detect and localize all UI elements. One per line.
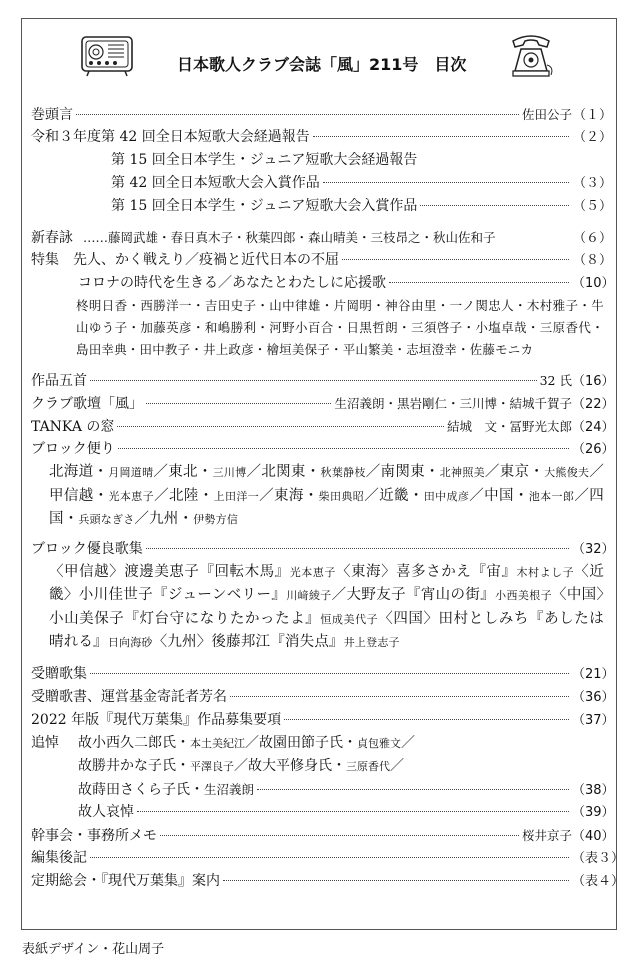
reviewer-name: 恒成美代子 bbox=[320, 612, 379, 626]
block-region: ／四国・ bbox=[49, 487, 604, 527]
tsuito-line[interactable] bbox=[31, 732, 612, 755]
reviewer-name: 光本恵子 bbox=[289, 565, 336, 579]
toc-entry-teiki[interactable]: 定期総会・『現代万葉集』案内 （表４） bbox=[31, 872, 625, 889]
toc-entry-tokushu[interactable]: 特集 先人、かく戦えり／疫禍と近代日本の不屈 （８） bbox=[31, 252, 612, 268]
block-region: ／甲信越・ bbox=[49, 464, 605, 504]
deceased-name: ／故園田節子氏・ bbox=[245, 734, 357, 751]
reviewer-name: 小西美根子 bbox=[495, 589, 552, 602]
toc-entry-kojin-aito[interactable]: 故人哀悼 （39） bbox=[78, 803, 615, 820]
mourner-name: 本土美紀江 bbox=[190, 736, 245, 750]
deceased-name: 故勝井かな子氏・ bbox=[78, 757, 190, 774]
block-region: ／北関東・ bbox=[246, 464, 321, 480]
reviewer-name: 日向海砂 bbox=[107, 636, 153, 649]
block-reporter: 田中成彦 bbox=[423, 489, 470, 503]
block-reporter: 光本恵子 bbox=[108, 489, 155, 503]
reviewer-name: 木村よし子 bbox=[516, 565, 575, 579]
toc-entry-block-tayori[interactable]: ブロック便り （26） bbox=[31, 441, 615, 457]
deceased-name: ／故大平修身氏・ bbox=[234, 757, 346, 774]
tsuito-label: 追悼 bbox=[31, 734, 59, 751]
toc-entry-block-yuryo[interactable]: ブロック優良歌集 （32） bbox=[31, 540, 615, 557]
block-region: ／近畿・ bbox=[364, 487, 424, 504]
anthology-title: 〈東海〉喜多さかえ『宙』 bbox=[335, 563, 517, 580]
mourner-name: 三原香代 bbox=[346, 759, 390, 773]
reviewer-name: 井上登志子 bbox=[343, 636, 400, 649]
anthology-title: 〈中国〉小山美保子『灯台守になりたかったよ』 bbox=[49, 587, 604, 627]
block-reporter: 三川博 bbox=[212, 466, 247, 479]
block-region: ／中国・ bbox=[469, 487, 529, 504]
toc-entry-gosaku[interactable]: 作品五首 32 氏 （16） bbox=[31, 373, 615, 389]
toc-entry-manyo-boshu[interactable]: 2022 年版『現代万葉集』作品募集要項 （37） bbox=[31, 711, 615, 728]
deceased-name: ／ bbox=[401, 734, 415, 751]
block-reporter: 月岡道晴 bbox=[108, 466, 154, 479]
anthology-title: 〈九州〉後藤邦江『消失点』 bbox=[152, 634, 344, 650]
anthology-title: ／大野友子『宵山の街』 bbox=[331, 587, 496, 603]
toc-entry-juzo-kikin[interactable]: 受贈歌書、運営基金寄託者芳名 （36） bbox=[31, 688, 615, 705]
mourner-name: 平澤良子 bbox=[190, 759, 234, 773]
toc-entry-report[interactable]: 令和３年度第 42 回全日本短歌大会経過報告 （２） bbox=[31, 129, 612, 145]
toc-entry-prize15[interactable]: 第 15 回全日本学生・ジュニア短歌大会入賞作品 （５） bbox=[111, 198, 612, 214]
block-yuryo-body bbox=[31, 561, 612, 655]
anthology-title: 〈甲信越〉渡邊美恵子『回転木馬』 bbox=[49, 563, 290, 580]
toc-frame bbox=[21, 18, 625, 930]
telephone-icon bbox=[507, 31, 555, 81]
toc-entry-corona[interactable]: コロナの時代を生きる／あなたとわたしに応援歌 （10） bbox=[78, 275, 615, 291]
block-region: 北海道・ bbox=[49, 464, 109, 480]
table-of-contents bbox=[31, 103, 625, 893]
block-region: ／東京・ bbox=[484, 464, 545, 480]
toc-entry-shinshun[interactable]: 新春詠 ……藤岡武雄・春日真木子・秋葉四郎・森山晴美・三枝昂之・秋山佐和子 （６） bbox=[31, 230, 612, 246]
toc-entry-kanjikai[interactable]: 幹事会・事務所メモ 桜井京子 （40） bbox=[31, 827, 615, 844]
mourner-name: 貞包雅文 bbox=[357, 736, 401, 750]
deceased-name: ／ bbox=[390, 757, 404, 774]
deceased-name: 故小西久二郎氏・ bbox=[78, 734, 190, 751]
anthology-title: 〈近畿〉小川佳世子『ジューンベリー』 bbox=[49, 563, 604, 603]
block-region: ／九州・ bbox=[134, 511, 194, 527]
tsuito-line[interactable] bbox=[31, 755, 612, 778]
toc-entry-kantougen[interactable]: 巻頭言 佐田公子 （１） bbox=[31, 107, 612, 123]
toc-entry-juzo[interactable]: 受贈歌集 （21） bbox=[31, 665, 615, 682]
block-reporter: 秋葉静枝 bbox=[320, 466, 366, 479]
toc-entry-tanka-mado[interactable]: TANKA の窓 結城 文・冨野光太郎 （24） bbox=[31, 419, 615, 435]
header bbox=[22, 29, 616, 89]
block-reporter: 上田洋一 bbox=[213, 489, 260, 503]
block-reporter: 柴田典昭 bbox=[318, 489, 365, 503]
block-reporter: 北神照美 bbox=[439, 466, 485, 479]
toc-entry-student-report[interactable]: 第 15 回全日本学生・ジュニア短歌大会経過報告 bbox=[111, 152, 418, 168]
toc-entry-prize42[interactable]: 第 42 回全日本短歌大会入賞作品 （３） bbox=[111, 175, 612, 191]
toc-entry-tsuito-last[interactable]: 故蒔田さくら子氏・ 生沼義朗 （38） bbox=[78, 781, 615, 798]
block-reporter: 兵頭なぎさ bbox=[78, 513, 135, 526]
block-region: ／東海・ bbox=[259, 487, 319, 504]
block-region: ／東北・ bbox=[153, 464, 213, 480]
block-region: ／南関東・ bbox=[365, 464, 440, 480]
toc-entry-kadan[interactable]: クラブ歌壇「風」 生沼義朗・黒岩剛仁・三川博・結城千賀子 （22） bbox=[31, 396, 615, 412]
block-reporter: 大熊俊夫 bbox=[544, 466, 590, 479]
cover-design-credit: 表紙デザイン・花山周子 bbox=[22, 942, 165, 957]
block-reporter: 伊勢方信 bbox=[193, 513, 239, 526]
block-tayori-body bbox=[31, 461, 612, 532]
toc-entry-henshu[interactable]: 編集後記 （表３） bbox=[31, 849, 625, 866]
page-title: 日本歌人クラブ会誌「風」211号 目次 bbox=[177, 55, 467, 74]
toc-entry-tsuito bbox=[31, 732, 612, 778]
corona-authors: 柊明日香・西勝洋一・吉田史子・山中律雄・片岡明・神谷由里・一ノ関忠人・木村雅子・牛山ゆう子・加藤英彦・和嶋勝利・河野小百合・日黒哲朗・三須啓子・小塩卓哉・三原香代・島田幸典・田中教子・井上政彦・檜垣美保子・平山繁美・志垣澄幸・佐藤モニカ bbox=[76, 298, 604, 357]
reviewer-name: 川﨑綾子 bbox=[286, 589, 332, 602]
radio-icon bbox=[79, 31, 137, 77]
anthology-title: 〈四国〉田村としみち『あしたは晴れる』 bbox=[49, 610, 605, 650]
block-reporter: 池本一郎 bbox=[528, 489, 575, 503]
block-region: ／北陸・ bbox=[154, 487, 214, 504]
